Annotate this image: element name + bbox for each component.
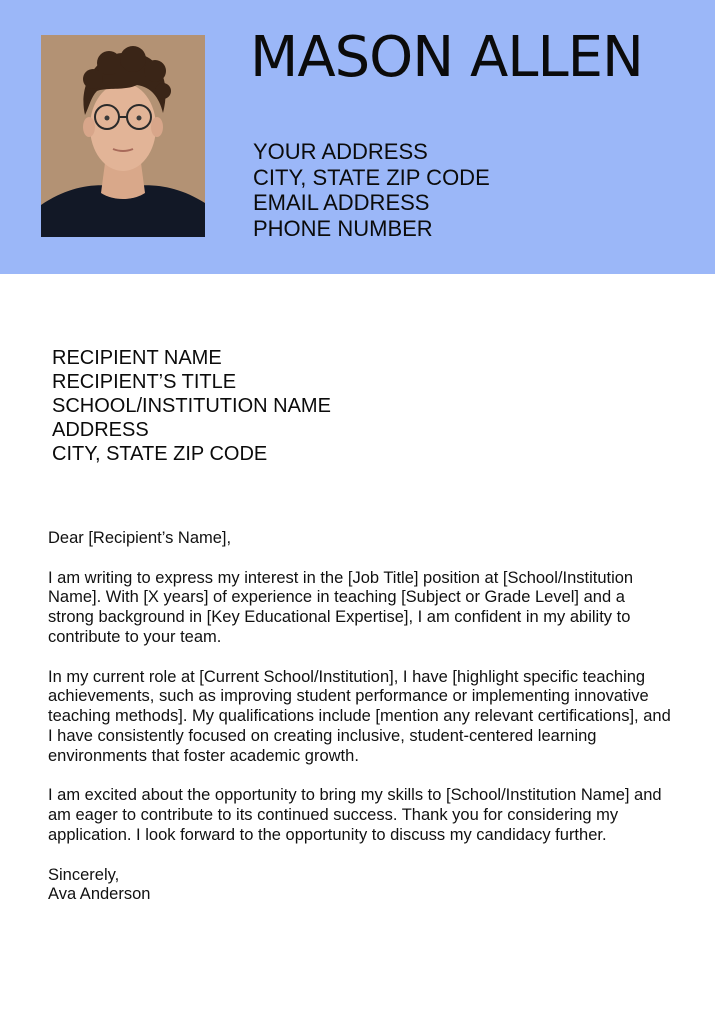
recipient-name: RECIPIENT NAME (52, 347, 222, 369)
email-line: EMAIL ADDRESS (253, 190, 430, 215)
recipient-city-state-zip: CITY, STATE ZIP CODE (52, 443, 268, 465)
recipient-institution: SCHOOL/INSTITUTION NAME (52, 395, 331, 417)
city-state-zip-line: CITY, STATE ZIP CODE (253, 164, 490, 190)
paragraph-1: I am writing to express my interest in the [Job Title] position at [School/Institution Name]. With [X years] of experience in teaching [Subject or Grade Level] and a strong background in [Key Educational Expertise], I am confident in my ability to contribute to your team. (48, 568, 634, 646)
signature: Ava Anderson (48, 885, 151, 904)
phone-line: PHONE NUMBER (253, 215, 433, 241)
profile-photo (41, 35, 205, 237)
header-banner (0, 0, 715, 274)
closing: Sincerely, (48, 865, 120, 884)
recipient-title: RECIPIENT’S TITLE (52, 371, 237, 393)
applicant-name: MASON ALLEN (250, 25, 643, 90)
recipient-block (52, 346, 331, 466)
address-line: YOUR ADDRESS (253, 139, 428, 164)
paragraph-2: In my current role at [Current School/Institution], I have [highlight specific teaching achievements, such as improving student performance or implementing innovative teaching methods]. My qualifications include [mention any relevant certifications], and I have consistently focused on creating inclusive, student-centered learning environments that foster academic growth. (48, 667, 671, 765)
signoff-block (48, 866, 673, 906)
paragraph-3: I am excited about the opportunity to bring my skills to [School/Institution Name] and am eager to contribute to its continued success. Thank you for considering my application. I look forward to the opportunity to discuss my candidacy further. (48, 786, 662, 844)
recipient-address: ADDRESS (52, 419, 149, 441)
letter-body (48, 529, 673, 905)
salutation: Dear [Recipient’s Name], (48, 529, 232, 547)
contact-block (253, 139, 490, 241)
